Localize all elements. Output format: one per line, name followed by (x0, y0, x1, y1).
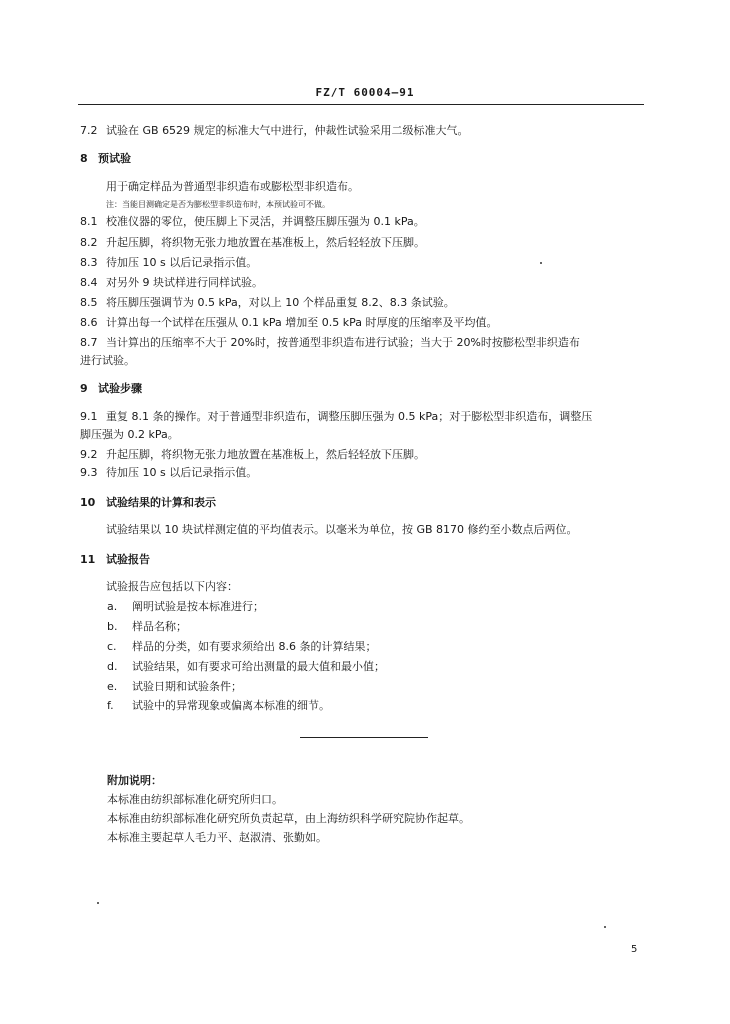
section-11-number: 11 (80, 553, 96, 566)
report-item-text: 试验结果，如有要求可给出测量的最大值和最小值； (132, 660, 385, 673)
report-item-mark: f. (107, 699, 114, 712)
clause-number-8-4: 8.4 (80, 276, 98, 289)
report-item-mark: b. (107, 620, 118, 633)
clause-number-8-1: 8.1 (80, 215, 98, 228)
end-of-text-rule (300, 737, 428, 738)
clause-8-7-continuation: 进行试验。 (80, 354, 135, 367)
section-8-intro: 用于确定样品为普通型非织造布或膨松型非织造布。 (106, 180, 359, 193)
clause-number-9-2: 9.2 (80, 448, 98, 461)
clause-8-4-text: 对另外 9 块试样进行同样试验。 (106, 276, 263, 289)
clause-9-1-continuation: 脚压强为 0.2 kPa。 (80, 428, 179, 441)
clause-7-2-text: 试验在 GB 6529 规定的标准大气中进行，仲裁性试验采用二级标准大气。 (106, 124, 469, 137)
section-10-number: 10 (80, 496, 96, 509)
scan-speck (540, 262, 542, 264)
header-rule (78, 104, 644, 105)
clause-number-8-2: 8.2 (80, 236, 98, 249)
report-item-text: 样品名称； (132, 620, 187, 633)
section-11-title: 试验报告 (106, 553, 150, 566)
report-item-text: 样品的分类，如有要求须给出 8.6 条的计算结果； (132, 640, 377, 653)
appendix-line: 本标准主要起草人毛力平、赵淑清、张勤如。 (107, 831, 327, 844)
appendix-title: 附加说明： (107, 774, 162, 787)
section-9-number: 9 (80, 382, 88, 395)
clause-number-9-1: 9.1 (80, 410, 98, 423)
clause-9-1-text: 重复 8.1 条的操作。对于普通型非织造布，调整压脚压强为 0.5 kPa；对于膨松型非织造布，调整压 (106, 410, 593, 423)
section-8-note: 注：当能目测确定是否为膨松型非织造布时，本预试验可不做。 (106, 200, 330, 209)
report-item-text: 阐明试验是按本标准进行； (132, 600, 264, 613)
clause-number-7-2: 7.2 (80, 124, 98, 137)
clause-number-8-6: 8.6 (80, 316, 98, 329)
clause-9-2-text: 升起压脚，将织物无张力地放置在基准板上，然后轻轻放下压脚。 (106, 448, 425, 461)
report-item-mark: d. (107, 660, 118, 673)
section-10-text: 试验结果以 10 块试样测定值的平均值表示。以毫米为单位，按 GB 8170 修约至小数点后两位。 (106, 523, 578, 536)
clause-8-5-text: 将压脚压强调节为 0.5 kPa，对以上 10 个样品重复 8.2、8.3 条试验。 (106, 296, 455, 309)
clause-number-8-7: 8.7 (80, 336, 98, 349)
clause-8-6-text: 计算出每一个试样在压强从 0.1 kPa 增加至 0.5 kPa 时厚度的压缩率及平均值。 (106, 316, 498, 329)
clause-8-7-text: 当计算出的压缩率不大于 20%时，按普通型非织造布进行试验；当大于 20%时按膨松型非织造布 (106, 336, 580, 349)
clause-8-1-text: 校准仪器的零位，使压脚上下灵活，并调整压脚压强为 0.1 kPa。 (106, 215, 425, 228)
report-item-text: 试验日期和试验条件； (132, 680, 242, 693)
section-8-title: 预试验 (98, 152, 131, 165)
appendix-line: 本标准由纺织部标准化研究所负责起草，由上海纺织科学研究院协作起草。 (107, 812, 470, 825)
report-item-mark: e. (107, 680, 118, 693)
clause-number-8-5: 8.5 (80, 296, 98, 309)
section-8-number: 8 (80, 152, 88, 165)
appendix-line: 本标准由纺织部标准化研究所归口。 (107, 793, 283, 806)
page-number: 5 (631, 944, 638, 955)
section-11-intro: 试验报告应包括以下内容： (106, 580, 238, 593)
clause-8-2-text: 升起压脚，将织物无张力地放置在基准板上，然后轻轻放下压脚。 (106, 236, 425, 249)
clause-number-8-3: 8.3 (80, 256, 98, 269)
report-item-text: 试验中的异常现象或偏离本标准的细节。 (132, 699, 330, 712)
clause-number-9-3: 9.3 (80, 466, 98, 479)
clause-9-3-text: 待加压 10 s 以后记录指示值。 (106, 466, 258, 479)
clause-8-3-text: 待加压 10 s 以后记录指示值。 (106, 256, 258, 269)
section-10-title: 试验结果的计算和表示 (106, 496, 216, 509)
scan-speck (97, 902, 99, 904)
section-9-title: 试验步骤 (98, 382, 142, 395)
scan-speck (604, 926, 606, 928)
report-item-mark: a. (107, 600, 118, 613)
page-header: FZ/T 60004—91 (315, 86, 415, 99)
report-item-mark: c. (107, 640, 117, 653)
